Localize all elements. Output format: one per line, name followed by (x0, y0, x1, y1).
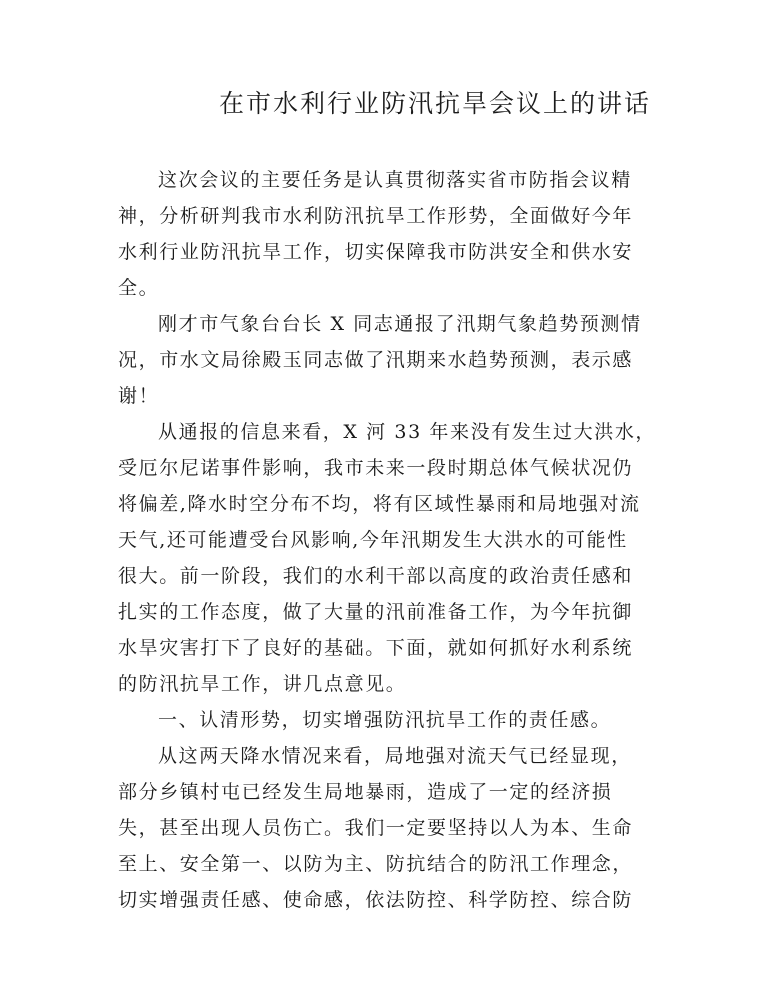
text-line: 切实增强责任感、使命感，依法防控、科学防控、综合防 (118, 889, 634, 911)
text-line: 至上、安全第一、以防为主、防抗结合的防汛工作理念， (118, 853, 634, 875)
text-line: 部分乡镇村屯已经发生局地暴雨，造成了一定的经济损 (118, 781, 613, 803)
text-line: 天气,还可能遭受台风影响,今年汛期发生大洪水的可能性 (118, 529, 628, 551)
text-line: 的防汛抗旱工作，讲几点意见。 (118, 673, 407, 695)
paragraph (118, 738, 638, 918)
text-line: 失，甚至出现人员伤亡。我们一定要坚持以人为本、生命 (118, 817, 634, 839)
text-line: 很大。前一阶段，我们的水利干部以高度的政治责任感和 (118, 565, 634, 587)
text-line: 扎实的工作态度，做了大量的汛前准备工作，为今年抗御 (118, 601, 634, 623)
paragraph (118, 414, 657, 702)
text-line: 水旱灾害打下了良好的基础。下面，就如何抓好水利系统 (118, 637, 634, 659)
text-line: 全。 (118, 277, 160, 299)
section-heading (118, 702, 638, 738)
text-line: 况，市水文局徐殿玉同志做了汛期来水趋势预测，表示感 (118, 349, 634, 371)
text-line: 谢！ (118, 385, 160, 407)
text-line: 刚才市气象台台长 X 同志通报了汛期气象趋势预测情 (158, 313, 642, 335)
paragraph (118, 306, 642, 414)
document-body (118, 162, 657, 918)
text-line: 将偏差,降水时空分布不均，将有区域性暴雨和局地强对流 (118, 493, 641, 515)
text-line: 水利行业防汛抗旱工作，切实保障我市防洪安全和供水安 (118, 241, 634, 263)
document-title: 在市水利行业防汛抗旱会议上的讲话 (218, 89, 651, 118)
text-line: 这次会议的主要任务是认真贯彻落实省市防指会议精 (158, 169, 632, 191)
text-line: 从通报的信息来看，X 河 33 年来没有发生过大洪水， (158, 421, 657, 443)
text-line: 一、认清形势，切实增强防汛抗旱工作的责任感。 (158, 709, 612, 731)
text-line: 受厄尔尼诺事件影响，我市未来一段时期总体气候状况仍 (118, 457, 634, 479)
text-line: 神，分析研判我市水利防汛抗旱工作形势，全面做好今年 (118, 205, 634, 227)
paragraph (118, 162, 638, 306)
text-line: 从这两天降水情况来看，局地强对流天气已经显现， (158, 745, 632, 767)
